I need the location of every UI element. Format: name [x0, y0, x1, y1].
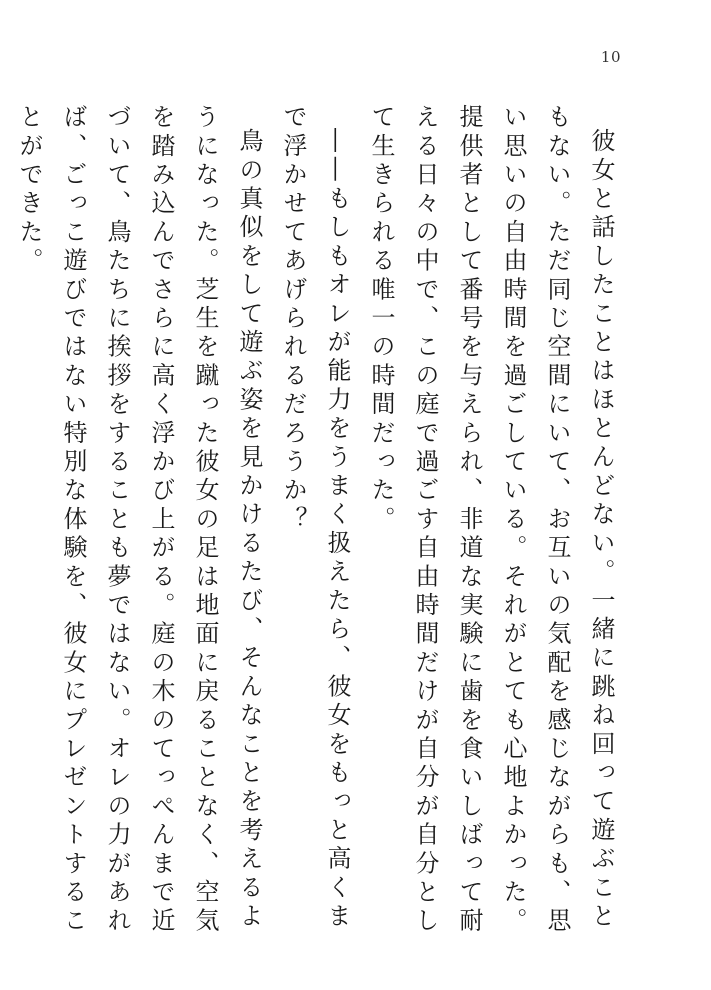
paragraph: ――もしもオレが能力をうまく扱えたら、彼女をもっと高くまで浮かせてあげられるだろうか？ — [279, 104, 351, 932]
page-number: 10 — [600, 48, 621, 66]
paragraph — [0, 104, 7, 944]
paragraph: 鳥の真似をして遊ぶ姿を見かけるたび、そんなことを考えるようになった。芝生を蹴った彼女の足は地面に戻ることなく、空気を踏み込んでさらに高く浮かび上がる。庭の木のてっぺんまで近づいて、鳥たちに挨拶をすることも夢ではない。オレの力があれば、ごっこ遊びではない特別な体験を、彼女にプレゼントすることができた。 — [15, 104, 263, 937]
vertical-body-text — [15, 104, 623, 944]
paragraph: 彼女と話したことはほとんどない。一緒に跳ね回って遊ぶこともない。ただ同じ空間にいて、お互いの気配を感じながらも、思い思いの自由時間を過ごしている。それがとても心地よかった。提供者として番号を与えられ、非道な実験に歯を食いしばって耐える日々の中で、この庭で過ごす自由時間だけが自分が自分として生きられる唯一の時間だった。 — [367, 104, 615, 937]
